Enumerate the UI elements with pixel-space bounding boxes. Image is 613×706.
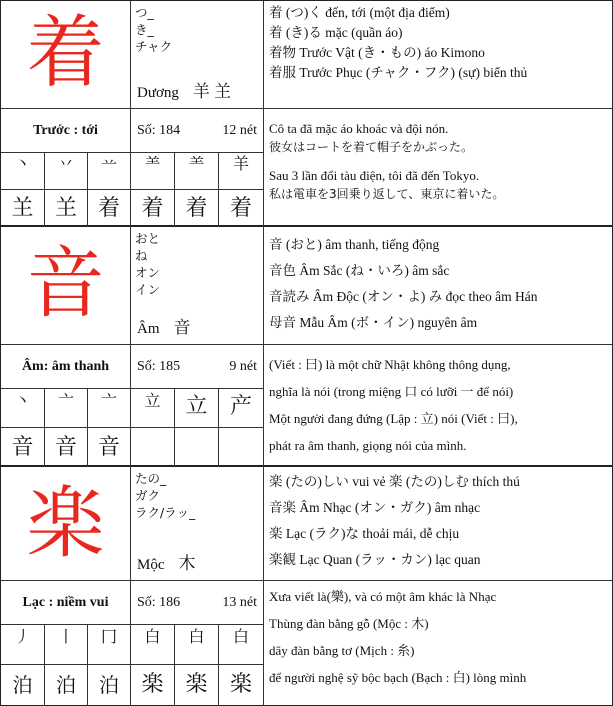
reading: き_ xyxy=(135,22,154,37)
radical-name: Âm xyxy=(137,321,160,337)
big-kanji: 楽 xyxy=(1,467,131,581)
vocab-line: 着物 Trước Vật (き・もの) áo Kimono xyxy=(269,45,485,60)
readings-cell xyxy=(131,227,264,345)
stroke-step: 丿 xyxy=(1,625,45,665)
reading: ラク/ラッ_ xyxy=(135,505,196,520)
vocab-line: 音色 Âm Sắc (ね・いろ) âm sắc xyxy=(269,263,450,278)
stroke-step: 丶 xyxy=(1,389,45,428)
stroke-step: 立 xyxy=(131,389,175,428)
stroke-step: 楽 xyxy=(131,665,175,705)
number-strokes xyxy=(131,345,264,389)
example-line: (Viết : 曰) là một chữ Nhật không thông dụng, xyxy=(269,357,511,372)
vocab-line: 着服 Trước Phục (チャク・フク) (sự) biển thủ xyxy=(269,65,528,80)
stroke-step: 产 xyxy=(219,389,264,428)
number-strokes xyxy=(131,109,264,153)
stroke-count: 9 nét xyxy=(229,359,257,374)
stroke-step: 楽 xyxy=(175,665,219,705)
stroke-step: 着 xyxy=(88,190,131,227)
number-strokes xyxy=(131,581,264,625)
stroke-step: 立 xyxy=(175,389,219,428)
meaning: Lạc : niềm vui xyxy=(1,581,131,625)
reading: イン xyxy=(135,282,161,297)
reading: ね xyxy=(135,248,148,263)
kanji-number: Số: 186 xyxy=(137,595,181,610)
radical xyxy=(137,549,196,574)
vocab-line: 楽 Lạc (ラク)な thoải mái, dễ chịu xyxy=(269,526,460,541)
stroke-step: 着 xyxy=(131,190,175,227)
radical-name: Dương xyxy=(137,85,179,101)
stroke-count: 13 nét xyxy=(222,595,257,610)
reading: おと xyxy=(135,231,161,246)
examples-cell xyxy=(264,345,612,467)
readings-cell xyxy=(131,467,264,581)
readings-cell xyxy=(131,1,264,109)
example-line: phát ra âm thanh, giọng nói của mình. xyxy=(269,438,467,453)
stroke-step: 𦍌 xyxy=(1,190,45,227)
stroke-step: 羊 xyxy=(219,153,264,190)
stroke-step: 着 xyxy=(175,190,219,227)
stroke-step: 亠 xyxy=(45,389,88,428)
vocab-cell xyxy=(264,1,612,109)
reading: ガク xyxy=(135,488,161,503)
vocab-cell xyxy=(264,467,612,581)
example-line: để người nghệ sỹ bộc bạch (Bạch : 白) lòng mình xyxy=(269,670,527,685)
examples-cell xyxy=(264,109,612,227)
stroke-step: 泊 xyxy=(88,665,131,705)
stroke-step: 楽 xyxy=(219,665,264,705)
stroke-step: 音 xyxy=(1,428,45,467)
stroke-step: 丷 xyxy=(45,153,88,190)
radical-chars: 羊 𦍌 xyxy=(192,82,232,101)
example-line: Thùng đàn bằng gỗ (Mộc : 木) xyxy=(269,616,429,631)
reading: つ_ xyxy=(135,5,154,20)
example-line: nghĩa là nói (trong miệng 口 có lưỡi 一 để nói) xyxy=(269,384,514,399)
radical xyxy=(137,77,231,102)
example-vi: Sau 3 lần đổi tàu điện, tôi đã đến Tokyo. xyxy=(269,168,480,183)
example-jp: 彼女はコートを着て帽子をかぶった。 xyxy=(269,140,474,154)
stroke-step: 冂 xyxy=(88,625,131,665)
vocab-line: 音 (おと) âm thanh, tiếng động xyxy=(269,237,440,252)
stroke-step: 丶 xyxy=(1,153,45,190)
stroke-step: 亠 xyxy=(88,389,131,428)
kanji-number: Số: 185 xyxy=(137,359,181,374)
kanji-block-185 xyxy=(1,227,612,467)
stroke-count: 12 nét xyxy=(222,123,257,138)
stroke-step: 𦍌 xyxy=(45,190,88,227)
vocab-line: 着 (き)る mặc (quần áo) xyxy=(269,25,403,40)
stroke-step: 泊 xyxy=(45,665,88,705)
stroke-step: 音 xyxy=(45,428,88,467)
reading: チャク xyxy=(135,39,173,54)
meaning: Trước : tới xyxy=(1,109,131,153)
vocab-line: 音楽 Âm Nhạc (オン・ガク) âm nhạc xyxy=(269,500,481,515)
vocab-line: 音読み Âm Độc (オン・よ) み đọc theo âm Hán xyxy=(269,289,538,304)
meaning: Âm: âm thanh xyxy=(1,345,131,389)
vocab-line: 楽 (たの)しい vui vẻ 楽 (たの)しむ thích thú xyxy=(269,474,520,489)
stroke-step-empty xyxy=(131,428,175,467)
stroke-step: 白 xyxy=(131,625,175,665)
reading: オン xyxy=(135,265,161,280)
example-line: dây đàn bằng tơ (Mịch : 糸) xyxy=(269,643,415,658)
examples-cell xyxy=(264,581,612,705)
stroke-step: ⺷ xyxy=(175,153,219,190)
example-line: Xưa viết là(樂), và có một âm khác là Nhạc xyxy=(269,589,497,604)
stroke-step: 白 xyxy=(175,625,219,665)
kanji-number: Số: 184 xyxy=(137,123,181,138)
radical xyxy=(137,313,191,338)
stroke-step-empty xyxy=(175,428,219,467)
stroke-step: 白 xyxy=(219,625,264,665)
stroke-step: 着 xyxy=(219,190,264,227)
big-kanji: 着 xyxy=(1,1,131,109)
stroke-step: 䒑 xyxy=(88,153,131,190)
kanji-block-184 xyxy=(1,1,612,227)
big-kanji: 音 xyxy=(1,227,131,345)
stroke-step: 音 xyxy=(88,428,131,467)
radical-chars: 木 xyxy=(178,554,196,573)
radical-name: Mộc xyxy=(137,557,165,573)
radical-chars: 音 xyxy=(173,318,191,337)
kanji-block-186 xyxy=(1,467,612,705)
stroke-step: 丨 xyxy=(45,625,88,665)
stroke-step-empty xyxy=(219,428,264,467)
reading: たの_ xyxy=(135,471,167,486)
stroke-step: 泊 xyxy=(1,665,45,705)
vocab-line: 着 (つ)く đến, tới (một địa điểm) xyxy=(269,5,450,20)
example-vi: Cô ta đã mặc áo khoác và đội nón. xyxy=(269,121,449,136)
vocab-line: 楽観 Lạc Quan (ラッ・カン) lạc quan xyxy=(269,552,481,567)
example-line: Một người đang đứng (Lập : 立) nói (Viết : 曰), xyxy=(269,411,518,426)
example-jp: 私は電車を3回乗り返して、東京に着いた。 xyxy=(269,187,505,201)
vocab-cell xyxy=(264,227,612,345)
vocab-line: 母音 Mẫu Âm (ボ・イン) nguyên âm xyxy=(269,315,478,330)
stroke-step: ⺷ xyxy=(131,153,175,190)
